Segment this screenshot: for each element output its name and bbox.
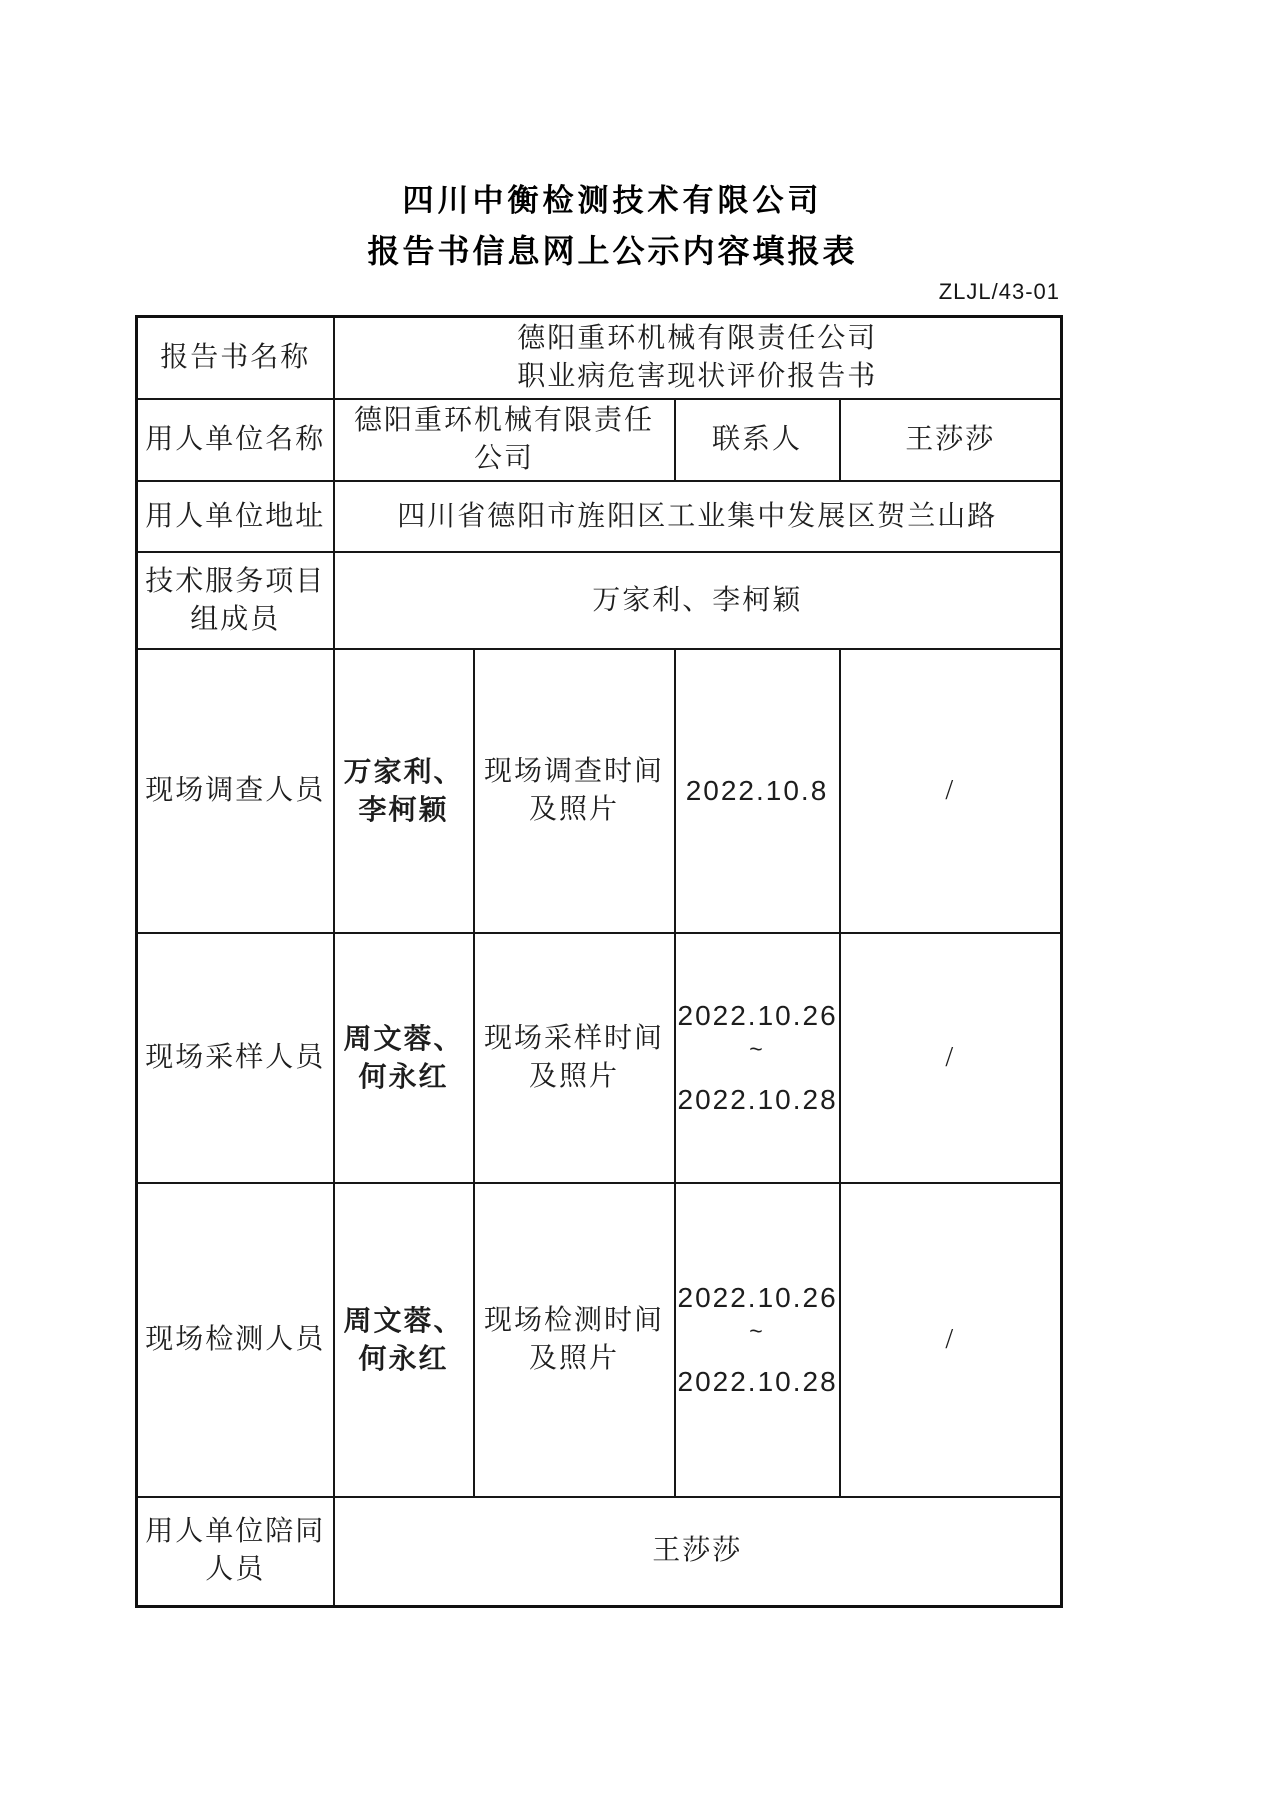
testing-label: 现场检测人员 <box>137 1183 334 1497</box>
accompanying-label <box>137 1497 334 1606</box>
survey-time-label-line2: 及照片 <box>528 794 619 825</box>
sampling-personnel-line1: 周文蓉、 <box>343 1023 464 1054</box>
survey-photo-placeholder: / <box>840 649 1062 933</box>
sampling-time-label-line2: 及照片 <box>528 1061 619 1092</box>
sampling-date-start: 2022.10.26 <box>677 1000 838 1031</box>
sampling-date-range <box>675 933 840 1183</box>
sampling-row <box>137 933 1062 1183</box>
team-members-row <box>137 552 1062 649</box>
employer-name-label: 用人单位名称 <box>137 399 334 481</box>
report-name-value-line2: 职业病危害现状评价报告书 <box>517 361 878 392</box>
report-name-label: 报告书名称 <box>137 317 334 400</box>
report-name-value <box>334 317 1062 400</box>
doc-code: ZLJL/43-01 <box>938 279 1060 304</box>
survey-personnel-line1: 万家利、 <box>343 756 464 787</box>
survey-time-label-line1: 现场调查时间 <box>483 756 664 787</box>
testing-personnel-line2: 何永红 <box>358 1343 449 1374</box>
testing-personnel <box>334 1183 474 1497</box>
testing-date-start: 2022.10.26 <box>677 1282 838 1313</box>
accompanying-label-line2: 人员 <box>205 1554 266 1586</box>
form-title: 报告书信息网上公示内容填报表 <box>367 233 858 269</box>
sampling-time-label-line1: 现场采样时间 <box>483 1023 664 1054</box>
team-members-label-line1: 技术服务项目 <box>145 565 326 597</box>
team-members-label <box>137 552 334 649</box>
sampling-personnel-line2: 何永红 <box>358 1061 449 1092</box>
testing-date-separator: ~ <box>749 1318 765 1344</box>
survey-personnel-line2: 李柯颖 <box>358 794 449 825</box>
accompanying-value: 王莎莎 <box>334 1497 1062 1606</box>
team-members-value: 万家利、李柯颖 <box>334 552 1062 649</box>
company-title: 四川中衡检测技术有限公司 <box>402 183 823 218</box>
survey-time-label <box>474 649 675 933</box>
accompanying-label-line1: 用人单位陪同 <box>145 1516 326 1548</box>
employer-address-row <box>137 481 1062 552</box>
survey-label: 现场调查人员 <box>137 649 334 933</box>
team-members-label-line2: 组成员 <box>190 603 281 635</box>
report-name-row <box>137 317 1062 400</box>
contact-value: 王莎莎 <box>840 399 1062 481</box>
survey-row <box>137 649 1062 933</box>
employer-name-row <box>137 399 1062 481</box>
testing-photo-placeholder: / <box>840 1183 1062 1497</box>
testing-personnel-line1: 周文蓉、 <box>343 1305 464 1336</box>
survey-date: 2022.10.8 <box>675 649 840 933</box>
report-name-value-line1: 德阳重环机械有限责任公司 <box>517 323 878 354</box>
testing-time-label-line1: 现场检测时间 <box>483 1305 664 1336</box>
sampling-label: 现场采样人员 <box>137 933 334 1183</box>
employer-address-value: 四川省德阳市旌阳区工业集中发展区贺兰山路 <box>334 481 1062 552</box>
survey-personnel <box>334 649 474 933</box>
testing-row <box>137 1183 1062 1497</box>
employer-address-label: 用人单位地址 <box>137 481 334 552</box>
sampling-date-separator: ~ <box>749 1036 765 1062</box>
contact-label: 联系人 <box>675 399 840 481</box>
employer-name-value <box>334 399 675 481</box>
testing-time-label-line2: 及照片 <box>528 1343 619 1374</box>
sampling-photo-placeholder: / <box>840 933 1062 1183</box>
accompanying-row <box>137 1497 1062 1606</box>
sampling-time-label <box>474 933 675 1183</box>
testing-date-range <box>675 1183 840 1497</box>
sampling-personnel <box>334 933 474 1183</box>
sampling-date-end: 2022.10.28 <box>677 1084 838 1115</box>
testing-date-end: 2022.10.28 <box>677 1366 838 1397</box>
employer-name-value-line2: 公司 <box>473 443 534 474</box>
employer-name-value-line1: 德阳重环机械有限责任 <box>353 405 654 436</box>
report-info-table <box>135 315 1063 1608</box>
testing-time-label <box>474 1183 675 1497</box>
